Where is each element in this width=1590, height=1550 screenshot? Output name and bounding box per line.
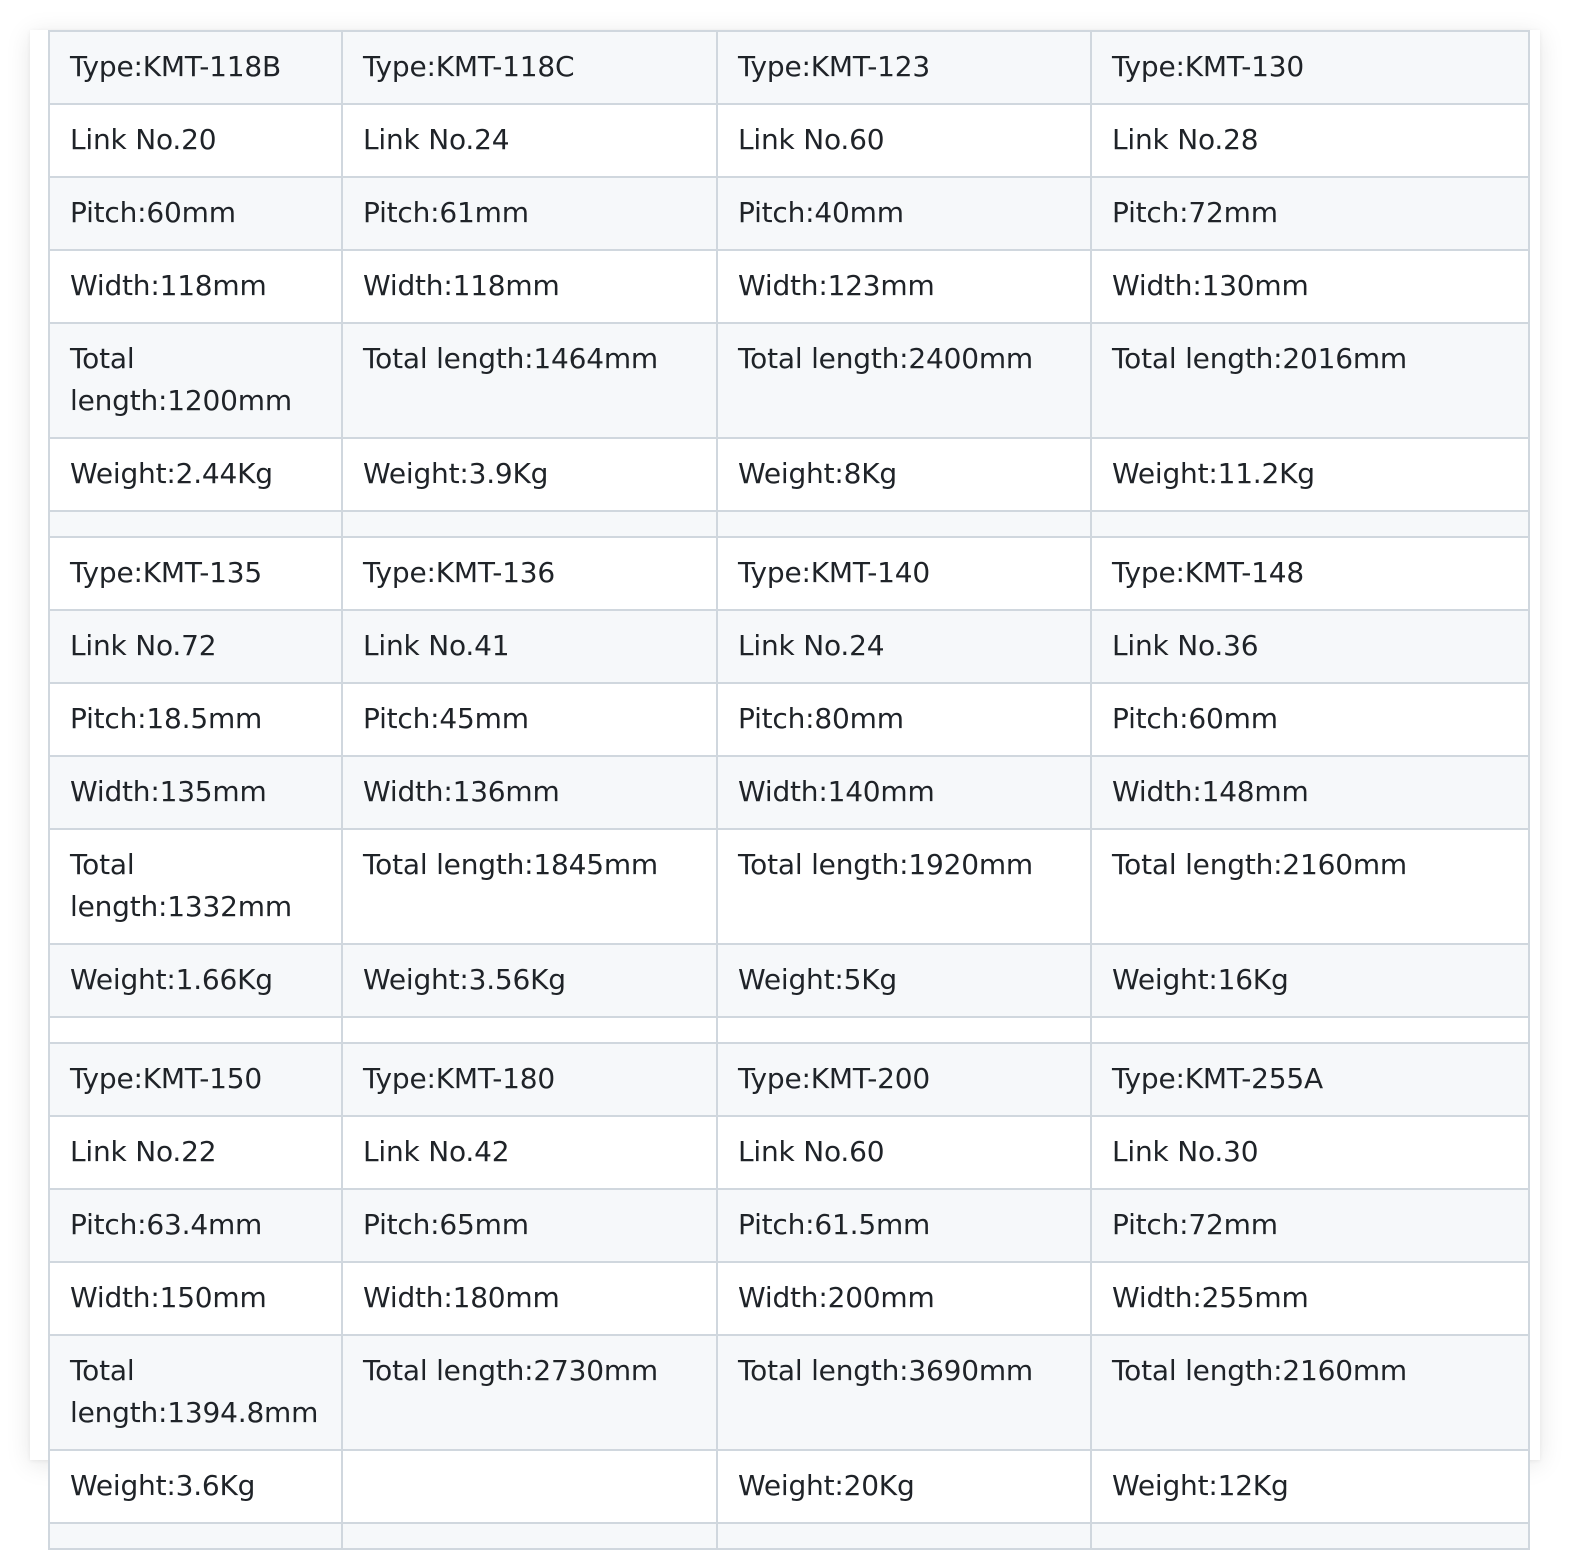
table-cell (717, 511, 1091, 537)
table-row (49, 610, 1529, 683)
table-cell: Width:255mm (1091, 1262, 1529, 1335)
table-cell: Total length:2400mm (717, 323, 1091, 438)
table-cell: Type:KMT-148 (1091, 537, 1529, 610)
table-cell: Pitch:18.5mm (49, 683, 342, 756)
table-cell: Pitch:60mm (1091, 683, 1529, 756)
table-cell: Type:KMT-130 (1091, 31, 1529, 104)
table-cell: Width:180mm (342, 1262, 717, 1335)
table-cell: Pitch:61.5mm (717, 1189, 1091, 1262)
table-cell: Link No.42 (342, 1116, 717, 1189)
table-cell: Width:148mm (1091, 756, 1529, 829)
table-cell (49, 1523, 342, 1549)
table-cell: Pitch:60mm (49, 177, 342, 250)
table-row (49, 250, 1529, 323)
table-cell: Total length:2730mm (342, 1335, 717, 1450)
table-row (49, 1262, 1529, 1335)
table-cell: Width:123mm (717, 250, 1091, 323)
table-cell: Type:KMT-118C (342, 31, 717, 104)
table-cell: Total length:2016mm (1091, 323, 1529, 438)
spec-card (30, 30, 1540, 1502)
table-row (49, 1043, 1529, 1116)
table-cell: Weight:3.6Kg (49, 1450, 342, 1523)
table-cell: Width:118mm (342, 250, 717, 323)
table-cell (717, 1523, 1091, 1549)
table-cell: Width:200mm (717, 1262, 1091, 1335)
table-cell: Link No.60 (717, 1116, 1091, 1189)
table-cell (342, 1450, 717, 1523)
table-row (49, 1189, 1529, 1262)
table-cell: Width:150mm (49, 1262, 342, 1335)
table-cell: Link No.30 (1091, 1116, 1529, 1189)
table-cell: Pitch:61mm (342, 177, 717, 250)
table-cell: Type:KMT-255A (1091, 1043, 1529, 1116)
table-cell: Link No.60 (717, 104, 1091, 177)
table-row (49, 104, 1529, 177)
table-cell: Pitch:45mm (342, 683, 717, 756)
table-row (49, 1450, 1529, 1523)
table-cell: Total length:1845mm (342, 829, 717, 944)
table-cell: Type:KMT-135 (49, 537, 342, 610)
table-cell: Width:136mm (342, 756, 717, 829)
table-cell: Weight:3.9Kg (342, 438, 717, 511)
table-cell: Weight:20Kg (717, 1450, 1091, 1523)
table-row (49, 1335, 1529, 1450)
table-cell: Total length:1332mm (49, 829, 342, 944)
table-cell: Pitch:80mm (717, 683, 1091, 756)
table-cell: Pitch:40mm (717, 177, 1091, 250)
table-cell: Type:KMT-136 (342, 537, 717, 610)
table-cell: Link No.24 (342, 104, 717, 177)
table-cell: Type:KMT-123 (717, 31, 1091, 104)
table-cell (49, 511, 342, 537)
table-cell: Link No.28 (1091, 104, 1529, 177)
table-cell: Width:135mm (49, 756, 342, 829)
table-cell: Pitch:63.4mm (49, 1189, 342, 1262)
table-cell: Weight:3.56Kg (342, 944, 717, 1017)
table-row (49, 944, 1529, 1017)
table-cell: Weight:11.2Kg (1091, 438, 1529, 511)
table-cell: Type:KMT-150 (49, 1043, 342, 1116)
table-cell: Pitch:65mm (342, 1189, 717, 1262)
table-cell: Link No.20 (49, 104, 342, 177)
table-cell (1091, 511, 1529, 537)
table-cell: Weight:12Kg (1091, 1450, 1529, 1523)
table-cell: Weight:2.44Kg (49, 438, 342, 511)
table-cell: Total length:1200mm (49, 323, 342, 438)
table-row (49, 537, 1529, 610)
table-cell: Link No.22 (49, 1116, 342, 1189)
table-cell (342, 1017, 717, 1043)
table-cell (1091, 1523, 1529, 1549)
table-cell: Weight:5Kg (717, 944, 1091, 1017)
table-cell: Pitch:72mm (1091, 177, 1529, 250)
table-row (49, 323, 1529, 438)
table-cell: Type:KMT-200 (717, 1043, 1091, 1116)
table-cell: Total length:2160mm (1091, 1335, 1529, 1450)
table-cell: Link No.41 (342, 610, 717, 683)
table-cell (49, 1017, 342, 1043)
table-row (49, 683, 1529, 756)
separator-row (49, 511, 1529, 537)
table-cell: Total length:1920mm (717, 829, 1091, 944)
table-row (49, 1116, 1529, 1189)
table-row (49, 756, 1529, 829)
table-cell (1091, 1017, 1529, 1043)
table-cell: Weight:8Kg (717, 438, 1091, 511)
table-row (49, 31, 1529, 104)
table-row (49, 438, 1529, 511)
table-cell: Type:KMT-140 (717, 537, 1091, 610)
table-cell (342, 1523, 717, 1549)
table-row (49, 177, 1529, 250)
table-cell: Total length:2160mm (1091, 829, 1529, 944)
table-cell: Weight:16Kg (1091, 944, 1529, 1017)
table-cell: Pitch:72mm (1091, 1189, 1529, 1262)
table-row (49, 829, 1529, 944)
table-cell: Total length:1394.8mm (49, 1335, 342, 1450)
table-cell: Width:118mm (49, 250, 342, 323)
table-cell: Type:KMT-180 (342, 1043, 717, 1116)
separator-row (49, 1523, 1529, 1549)
spec-table (48, 30, 1530, 1550)
separator-row (49, 1017, 1529, 1043)
table-cell: Type:KMT-118B (49, 31, 342, 104)
table-cell: Link No.72 (49, 610, 342, 683)
table-cell (717, 1017, 1091, 1043)
table-cell: Total length:1464mm (342, 323, 717, 438)
table-cell: Link No.24 (717, 610, 1091, 683)
table-cell: Width:140mm (717, 756, 1091, 829)
table-cell: Total length:3690mm (717, 1335, 1091, 1450)
table-cell: Width:130mm (1091, 250, 1529, 323)
table-cell: Link No.36 (1091, 610, 1529, 683)
table-cell: Weight:1.66Kg (49, 944, 342, 1017)
table-cell (342, 511, 717, 537)
